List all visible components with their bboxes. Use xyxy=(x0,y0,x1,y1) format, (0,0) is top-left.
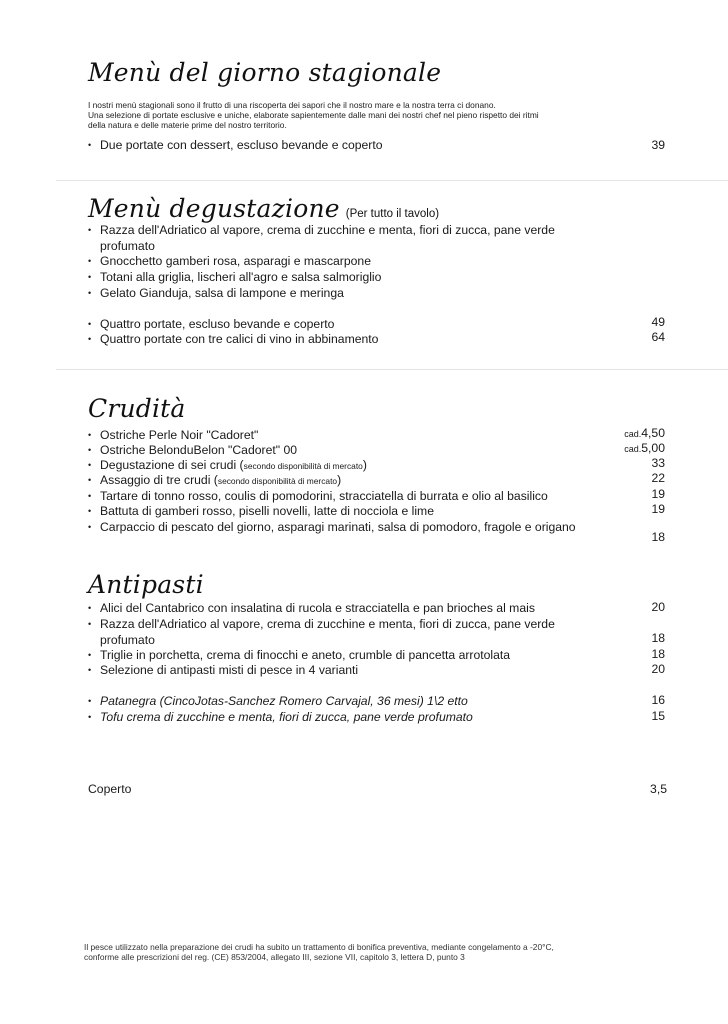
item-text: Battuta di gamberi rosso, piselli novelli, latte di nocciola e lime xyxy=(100,504,434,518)
coperto-price: 3,5 xyxy=(650,782,667,796)
intro-line: Una selezione di portate esclusive e uniche, elaborate sapientemente dalle mani dei nostri chef nel pieno rispetto dei ritmi xyxy=(88,110,539,120)
item-text: Totani alla griglia, lischeri all'agro e salsa salmoriglio xyxy=(100,270,382,284)
section-divider xyxy=(56,180,728,181)
degustazione-note: (Per tutto il tavolo) xyxy=(345,208,440,220)
item-price: 33 xyxy=(651,456,665,470)
giorno-intro xyxy=(88,100,648,130)
bullet-icon: • xyxy=(88,603,92,613)
footnote-line: Il pesce utilizzato nella preparazione dei crudi ha subito un trattamento di bonifica preventiva, mediante congelamento a -20°C, xyxy=(84,942,554,952)
footnote-line: conforme alle prescrizioni del reg. (CE) 853/2004, allegato III, sezione VII, capitolo 3, lettera D, punto 3 xyxy=(84,952,465,963)
footnote xyxy=(84,942,684,963)
item-price: 39 xyxy=(651,138,665,152)
bullet-icon: • xyxy=(88,319,92,329)
coperto-label: Coperto xyxy=(88,782,132,796)
bullet-icon: • xyxy=(88,522,92,532)
list-item xyxy=(88,254,668,270)
bullet-icon: • xyxy=(88,619,92,629)
intro-line: I nostri menù stagionali sono il frutto di una riscoperta dei sapori che il nostro mare e la nostra terra ci donano. xyxy=(88,100,496,110)
item-price: 20 xyxy=(651,600,665,614)
section-title-crudita xyxy=(88,394,186,423)
crudita-title-text: Crudità xyxy=(88,394,186,423)
list-item xyxy=(88,694,668,710)
degustazione-title-text: Menù degustazione xyxy=(88,194,340,223)
item-note: secondo disponibilità di mercato xyxy=(217,476,338,486)
list-item xyxy=(88,428,668,444)
section-title-degustazione xyxy=(88,194,439,223)
item-text: Ostriche Perle Noir "Cadoret" xyxy=(100,428,259,442)
item-price: 19 xyxy=(651,487,665,501)
item-text: Tofu crema di zucchine e menta, fiori di zucca, pane verde profumato xyxy=(100,710,473,724)
bullet-icon: • xyxy=(88,491,92,501)
bullet-icon: • xyxy=(88,430,92,440)
item-text-main: Degustazione di sei crudi ( xyxy=(100,458,244,472)
list-item xyxy=(88,473,668,490)
bullet-icon: • xyxy=(88,140,92,150)
item-text: Carpaccio di pescato del giorno, asparagi marinati, salsa di pomodoro, fragole e origano xyxy=(100,520,576,534)
item-price: 18 xyxy=(651,631,665,645)
bullet-icon: • xyxy=(88,445,92,455)
item-text: Ostriche BelonduBelon "Cadoret" 00 xyxy=(100,443,297,457)
item-text: Quattro portate, escluso bevande e coperto xyxy=(100,317,335,331)
bullet-icon: • xyxy=(88,334,92,344)
item-price: 20 xyxy=(651,662,665,676)
list-item xyxy=(88,663,668,679)
list-item xyxy=(88,332,668,348)
list-item xyxy=(88,520,668,536)
item-price: 49 xyxy=(651,315,665,329)
bullet-icon: • xyxy=(88,288,92,298)
list-item xyxy=(88,710,668,726)
list-item xyxy=(88,317,668,333)
item-price: 18 xyxy=(651,647,665,661)
item-price: 15 xyxy=(651,709,665,723)
list-item xyxy=(88,286,668,302)
list-item xyxy=(88,270,668,286)
item-price: 64 xyxy=(651,330,665,344)
section-title-giorno xyxy=(88,58,441,87)
price-value: 5,00 xyxy=(641,441,665,455)
item-text: Due portate con dessert, escluso bevande e coperto xyxy=(100,138,383,152)
item-text: Alici del Cantabrico con insalatina di rucola e stracciatella e pan brioches al mais xyxy=(100,601,535,615)
item-text: Razza dell'Adriatico al vapore, crema di zucchine e menta, fiori di zucca, pane verde profumato xyxy=(100,223,555,253)
intro-line: della natura e delle materie prime del nostro territorio. xyxy=(88,120,287,130)
list-item xyxy=(88,648,668,664)
section-title-antipasti xyxy=(88,570,204,599)
antipasti-title-text: Antipasti xyxy=(88,570,204,599)
price-prefix: cad. xyxy=(624,429,642,439)
item-price: 18 xyxy=(651,530,665,544)
price-value: 4,50 xyxy=(641,426,665,440)
list-item xyxy=(88,223,668,254)
list-item xyxy=(88,443,668,459)
bullet-icon: • xyxy=(88,650,92,660)
item-note: secondo disponibilità di mercato xyxy=(243,461,363,471)
item-text: Tartare di tonno rosso, coulis di pomodorini, stracciatella di burrata e olio al basilico xyxy=(100,489,548,503)
bullet-icon: • xyxy=(88,272,92,282)
item-price: 22 xyxy=(651,471,665,485)
bullet-icon: • xyxy=(88,460,92,470)
bullet-icon: • xyxy=(88,225,92,235)
list-item xyxy=(88,489,668,505)
bullet-icon: • xyxy=(88,665,92,675)
bullet-icon: • xyxy=(88,696,92,706)
item-text-suffix: ) xyxy=(337,473,342,487)
list-item xyxy=(88,617,668,648)
item-text: Gnocchetto gamberi rosa, asparagi e mascarpone xyxy=(100,254,371,268)
item-price: 16 xyxy=(651,693,665,707)
item-text: Quattro portate con tre calici di vino in abbinamento xyxy=(100,332,379,346)
bullet-icon: • xyxy=(88,712,92,722)
item-text: Triglie in porchetta, crema di finocchi e aneto, crumble di pancetta arrotolata xyxy=(100,648,511,662)
price-prefix: cad. xyxy=(624,444,642,454)
bullet-icon: • xyxy=(88,475,92,485)
bullet-icon: • xyxy=(88,506,92,516)
item-text xyxy=(100,473,610,490)
item-text: Gelato Gianduja, salsa di lampone e meringa xyxy=(100,286,344,300)
item-text-suffix: ) xyxy=(362,458,367,472)
bullet-icon: • xyxy=(88,256,92,266)
list-item xyxy=(88,138,668,154)
item-text: Selezione di antipasti misti di pesce in 4 varianti xyxy=(100,663,359,677)
list-item xyxy=(88,504,668,520)
item-price: 19 xyxy=(651,502,665,516)
list-item xyxy=(88,601,668,617)
giorno-title-text: Menù del giorno stagionale xyxy=(88,58,442,87)
item-text: Razza dell'Adriatico al vapore, crema di zucchine e menta, fiori di zucca, pane verde profumato xyxy=(100,617,555,647)
item-text-main: Assaggio di tre crudi ( xyxy=(100,473,218,487)
section-divider xyxy=(56,369,728,370)
item-text: Patanegra (CincoJotas-Sanchez Romero Carvajal, 36 mesi) 1\2 etto xyxy=(100,694,468,708)
